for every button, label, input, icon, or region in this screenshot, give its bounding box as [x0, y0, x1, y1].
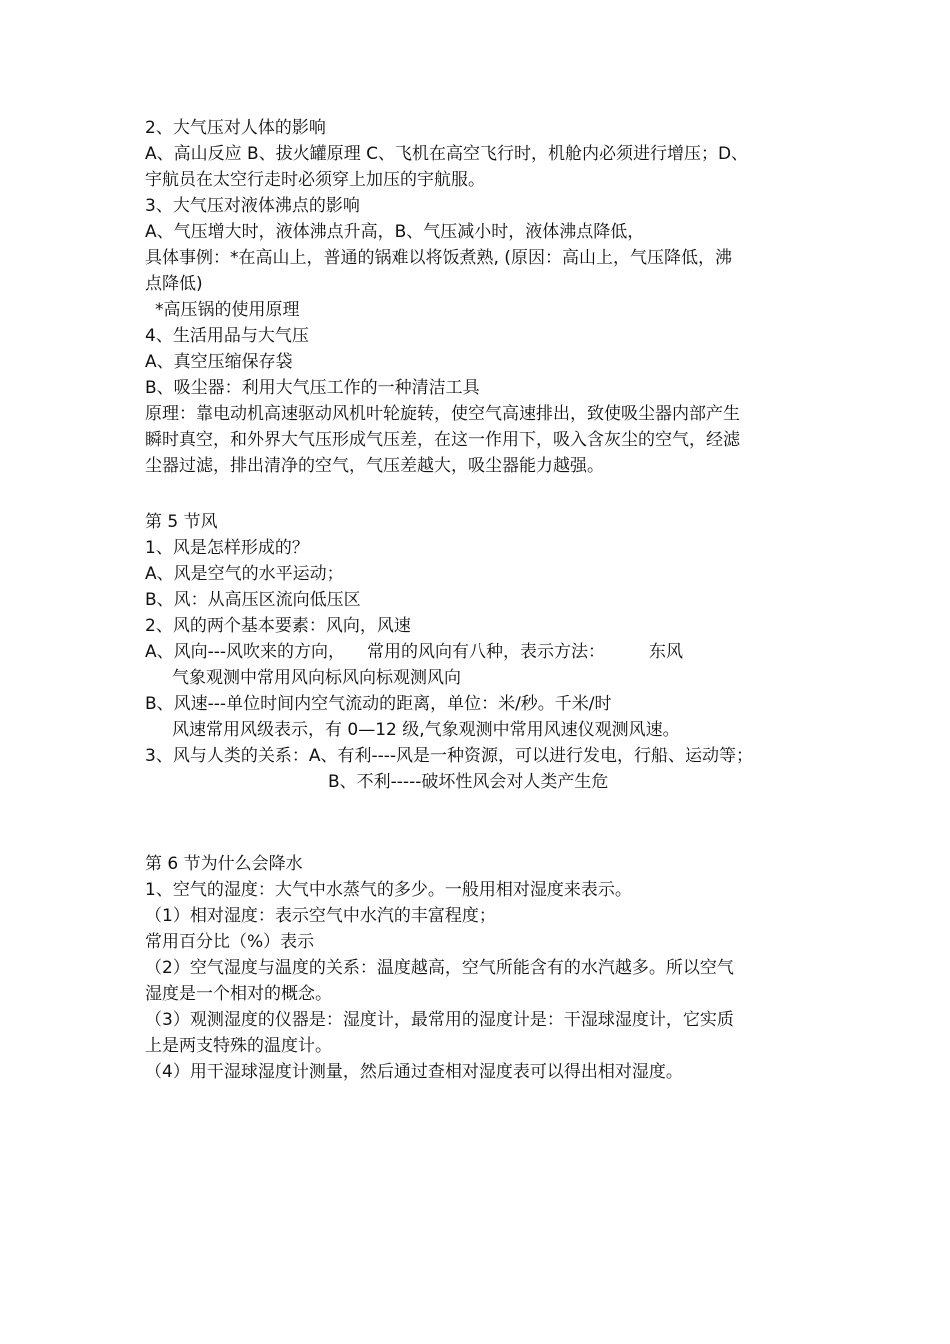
text-line: B、风：从高压区流向低压区 — [145, 590, 361, 610]
text-line: 具体事例：*在高山上，普通的锅难以将饭煮熟, (原因：高山上，气压降低，沸 — [145, 248, 732, 268]
heading-atmosphere-human: 2、大气压对人体的影响 — [145, 118, 326, 138]
text-line: （1）相对湿度：表示空气中水汽的丰富程度； — [145, 906, 496, 926]
text-line: A、真空压缩保存袋 — [145, 352, 293, 372]
text-line: 常用百分比（%）表示 — [145, 932, 315, 952]
text-line: B、不利-----破坏性风会对人类产生危 — [328, 772, 609, 792]
text-line: 湿度是一个相对的概念。 — [145, 984, 332, 1004]
text-line: A、气压增大时，液体沸点升高，B、气压减小时，液体沸点降低， — [145, 222, 645, 242]
text-line-wind-direction — [145, 640, 683, 664]
text-line: 3、风与人类的关系：A、有利----风是一种资源，可以进行发电，行船、运动等； — [145, 746, 753, 766]
text-line: 宇航员在太空行走时必须穿上加压的宇航服。 — [145, 170, 485, 190]
text-line: 2、风的两个基本要素：风向，风速 — [145, 616, 411, 636]
text-line: 1、空气的湿度：大气中水蒸气的多少。一般用相对湿度来表示。 — [145, 880, 632, 900]
section-title-wind: 第 5 节风 — [145, 512, 218, 532]
wind-direction-definition: A、风向---风吹来的方向， — [145, 642, 346, 662]
text-line: 风速常用风级表示，有 0—12 级,气象观测中常用风速仪观测风速。 — [172, 720, 680, 740]
text-line: （3）观测湿度的仪器是：湿度计，最常用的湿度计是：干湿球湿度计，它实质 — [145, 1010, 734, 1030]
text-line: B、风速---单位时间内空气流动的距离，单位：米/秒。千米/时 — [145, 694, 612, 714]
text-line: 气象观测中常用风向标风向标观测风向 — [172, 668, 461, 688]
wind-direction-methods: 常用的风向有八种，表示方法： — [367, 642, 606, 662]
text-line: A、风是空气的水平运动； — [145, 564, 344, 584]
text-line: （2）空气湿度与温度的关系：温度越高，空气所能含有的水汽越多。所以空气 — [145, 958, 734, 978]
text-line: 原理：靠电动机高速驱动风机叶轮旋转，使空气高速排出，致使吸尘器内部产生 — [145, 404, 740, 424]
text-line: 上是两支特殊的温度计。 — [145, 1036, 332, 1056]
wind-direction-example: 东风 — [649, 642, 684, 662]
text-line: 尘器过滤，排出清净的空气，气压差越大，吸尘器能力越强。 — [145, 456, 604, 476]
heading-boiling-point: 3、大气压对液体沸点的影响 — [145, 196, 360, 216]
text-line: 1、风是怎样形成的？ — [145, 538, 309, 558]
text-line: A、高山反应 B、拔火罐原理 C、飞机在高空飞行时，机舱内必须进行增压；D、 — [145, 144, 749, 164]
heading-daily-items: 4、生活用品与大气压 — [145, 326, 309, 346]
text-line: 点降低) — [145, 274, 203, 294]
section-title-precipitation: 第 6 节为什么会降水 — [145, 854, 303, 874]
text-line: B、吸尘器：利用大气压工作的一种清洁工具 — [145, 378, 480, 398]
text-line: （4）用干湿球湿度计测量，然后通过查相对湿度表可以得出相对湿度。 — [145, 1062, 683, 1082]
text-line: *高压锅的使用原理 — [155, 300, 300, 320]
text-line: 瞬时真空，和外界大气压形成气压差，在这一作用下，吸入含灰尘的空气，经滤 — [145, 430, 740, 450]
